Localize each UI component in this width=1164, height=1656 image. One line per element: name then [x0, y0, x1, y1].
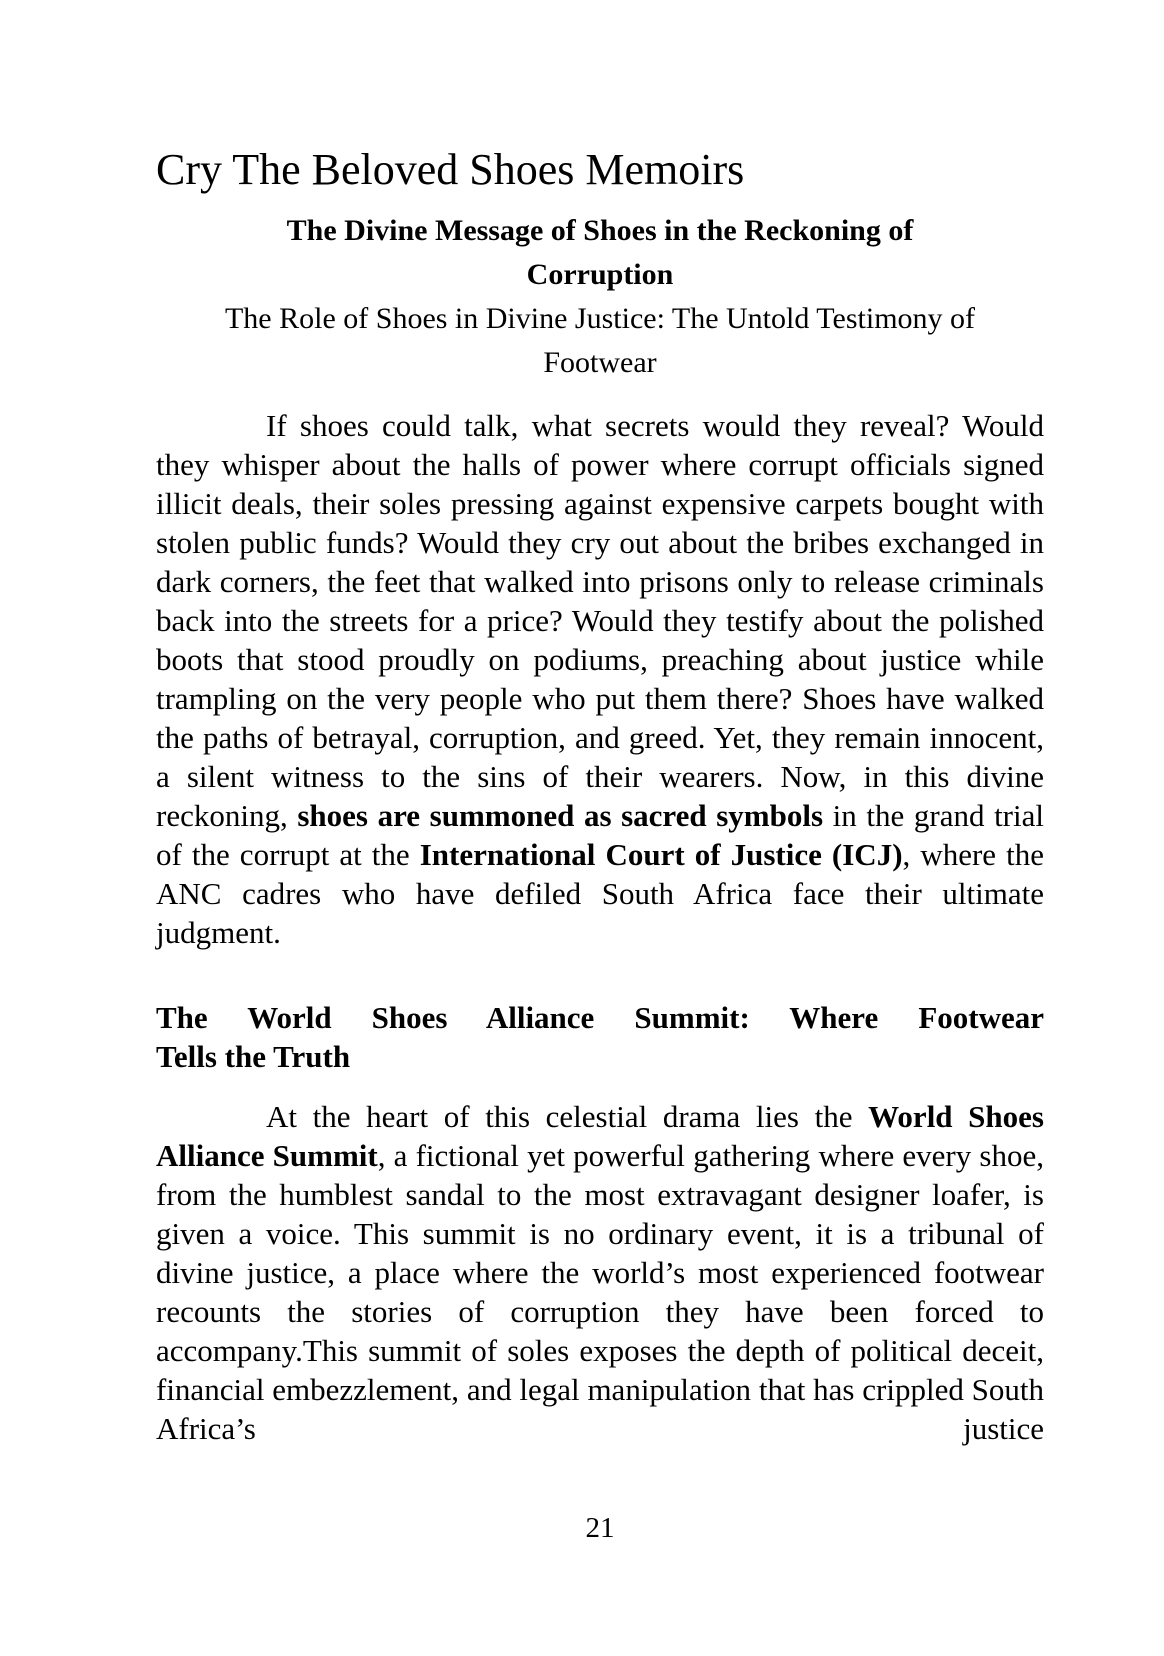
chapter-heading-line-2: Corruption: [526, 258, 674, 291]
paragraph-world-shoes-summit: At the heart of this celestial drama lies the World Shoes Alliance Summit, a fictional yet powerful gathering where every shoe, from the humblest sandal to the most extravagant designer loafer, is given a voice. This summit is no ordinary event, it is a tribunal of divine justice, a place where the world’s most experienced footwear recounts the stories of corruption they have been forced to accompany.This summit of soles exposes the depth of political deceit, financial embezzlement, and legal manipulation that has crippled South Africa’s justice: [156, 1099, 1044, 1446]
section-heading: [156, 998, 1044, 1076]
chapter-subheading-line-1: The Role of Shoes in Divine Justice: The Untold Testimony of: [224, 302, 976, 335]
book-title: Cry The Beloved Shoes Memoirs: [156, 145, 745, 194]
page-content: [156, 0, 1044, 1448]
page-number: 21: [585, 1512, 615, 1544]
chapter-subheading-line-2: Footwear: [543, 346, 657, 379]
section-heading-line-1: The World Shoes Alliance Summit: Where Footwear: [156, 1000, 1044, 1035]
section-heading-line-2: Tells the Truth: [156, 1039, 351, 1074]
chapter-subheading: [156, 297, 1044, 385]
chapter-heading: [156, 209, 1044, 297]
chapter-heading-line-1: The Divine Message of Shoes in the Reckoning of: [286, 214, 914, 247]
paragraph-divine-reckoning: If shoes could talk, what secrets would they reveal? Would they whisper about the halls of power where corrupt officials signed illicit deals, their soles pressing against expensive carpets bought with stolen public funds? Would they cry out about the bribes exchanged in dark corners, the feet that walked into prisons only to release criminals back into the streets for a price? Would they testify about the polished boots that stood proudly on podiums, preaching about justice while trampling on the very people who put them there? Shoes have walked the paths of betrayal, corruption, and greed. Yet, they remain innocent, a silent witness to the sins of their wearers. Now, in this divine reckoning, shoes are summoned as sacred symbols in the grand trial of the corrupt at the International Court of Justice (ICJ), where the ANC cadres who have defiled South Africa face their ultimate judgment.: [156, 408, 1044, 950]
